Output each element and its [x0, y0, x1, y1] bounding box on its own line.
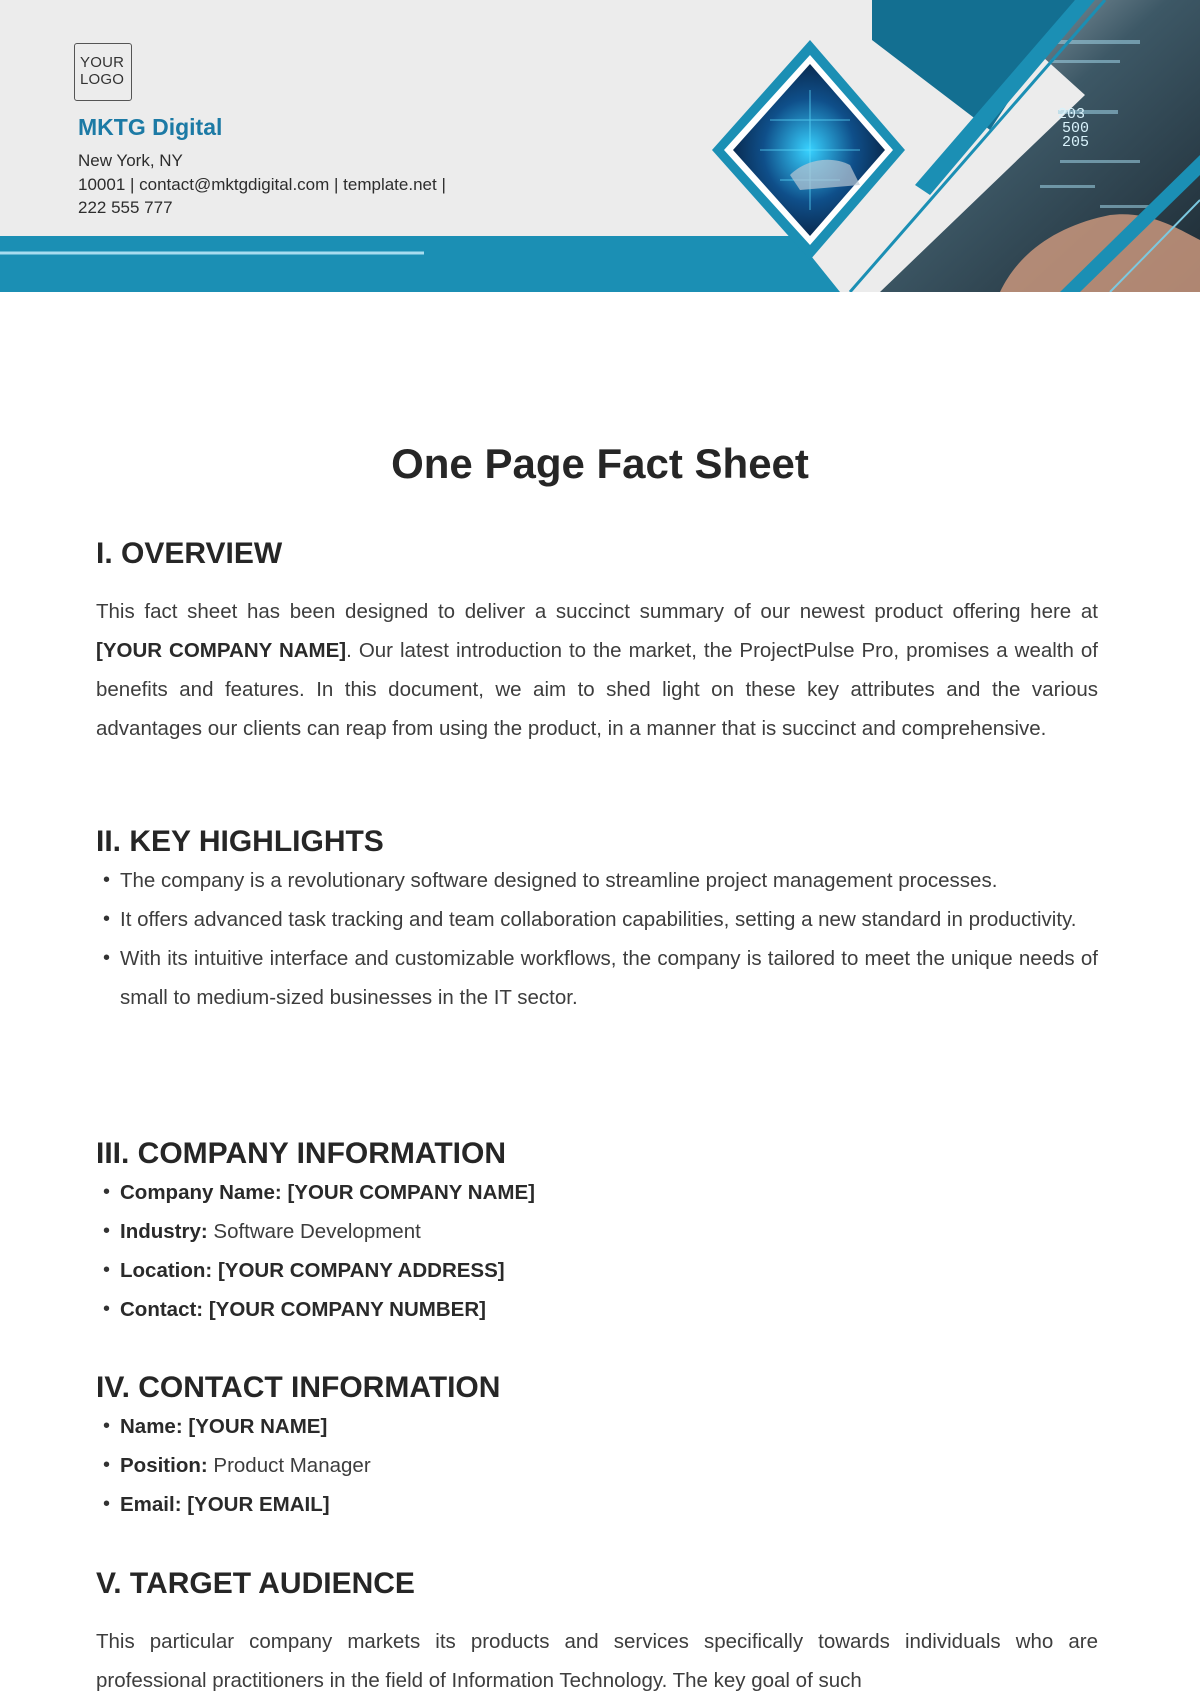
company-address — [78, 149, 538, 220]
section-contact-information — [96, 1370, 1098, 1524]
overview-paragraph: This fact sheet has been designed to deliver a succinct summary of our newest product offering here at [YOUR COMPANY NAME]. Our latest introduction to the market, the ProjectPulse Pro, promises a wealth of benefits and features. In this document, we aim to shed light on these key attributes and the various advantages our clients can reap from using the product, in a manner that is succinct and comprehensive. — [96, 600, 1098, 740]
address-line: 10001 | contact@mktgdigital.com | template.net | — [78, 174, 446, 194]
list-item: • Contact: [YOUR COMPANY NUMBER] — [96, 1290, 1098, 1329]
header-decoration — [0, 0, 1200, 292]
section-heading: III. COMPANY INFORMATION — [96, 1137, 506, 1170]
list-item: • Industry: Software Development — [96, 1212, 1098, 1251]
page-title: One Page Fact Sheet — [391, 440, 809, 487]
header-banner — [0, 0, 1200, 292]
section-overview — [96, 536, 1098, 748]
list-item: • It offers advanced task tracking and team collaboration capabilities, setting a new standard in productivity. — [96, 900, 1098, 939]
section-target-audience — [96, 1566, 1098, 1700]
svg-text:500: 500 — [1062, 120, 1090, 137]
section-key-highlights — [96, 824, 1098, 1017]
section-company-information — [96, 1136, 1098, 1329]
audience-paragraph: This particular company markets its products and services specifically towards individuals who are professional practitioners in the field of Information Technology. The key goal of such — [96, 1630, 1098, 1692]
company-brand-name: MKTG Digital — [78, 114, 223, 140]
section-heading: IV. CONTACT INFORMATION — [96, 1371, 501, 1404]
svg-text:205: 205 — [1062, 134, 1090, 151]
contact-info-list — [96, 1407, 1098, 1524]
list-item: • The company is a revolutionary software designed to streamline project management processes. — [96, 861, 1098, 900]
address-line: New York, NY — [78, 151, 183, 170]
list-item: • Position: Product Manager — [96, 1446, 1098, 1485]
logo-placeholder: YOUR LOGO — [74, 43, 132, 101]
section-heading: I. OVERVIEW — [96, 537, 283, 570]
svg-text:203: 203 — [1058, 106, 1086, 123]
list-item: • Email: [YOUR EMAIL] — [96, 1485, 1098, 1524]
list-item: • With its intuitive interface and customizable workflows, the company is tailored to meet the unique needs of small to medium-sized businesses in the IT sector. — [96, 939, 1098, 1017]
section-heading: V. TARGET AUDIENCE — [96, 1567, 415, 1600]
list-item: • Name: [YOUR NAME] — [96, 1407, 1098, 1446]
highlights-list — [96, 861, 1098, 1017]
address-line: 222 555 777 — [78, 198, 173, 217]
section-heading: II. KEY HIGHLIGHTS — [96, 825, 384, 858]
company-info-list — [96, 1173, 1098, 1329]
list-item: • Company Name: [YOUR COMPANY NAME] — [96, 1173, 1098, 1212]
list-item: • Location: [YOUR COMPANY ADDRESS] — [96, 1251, 1098, 1290]
